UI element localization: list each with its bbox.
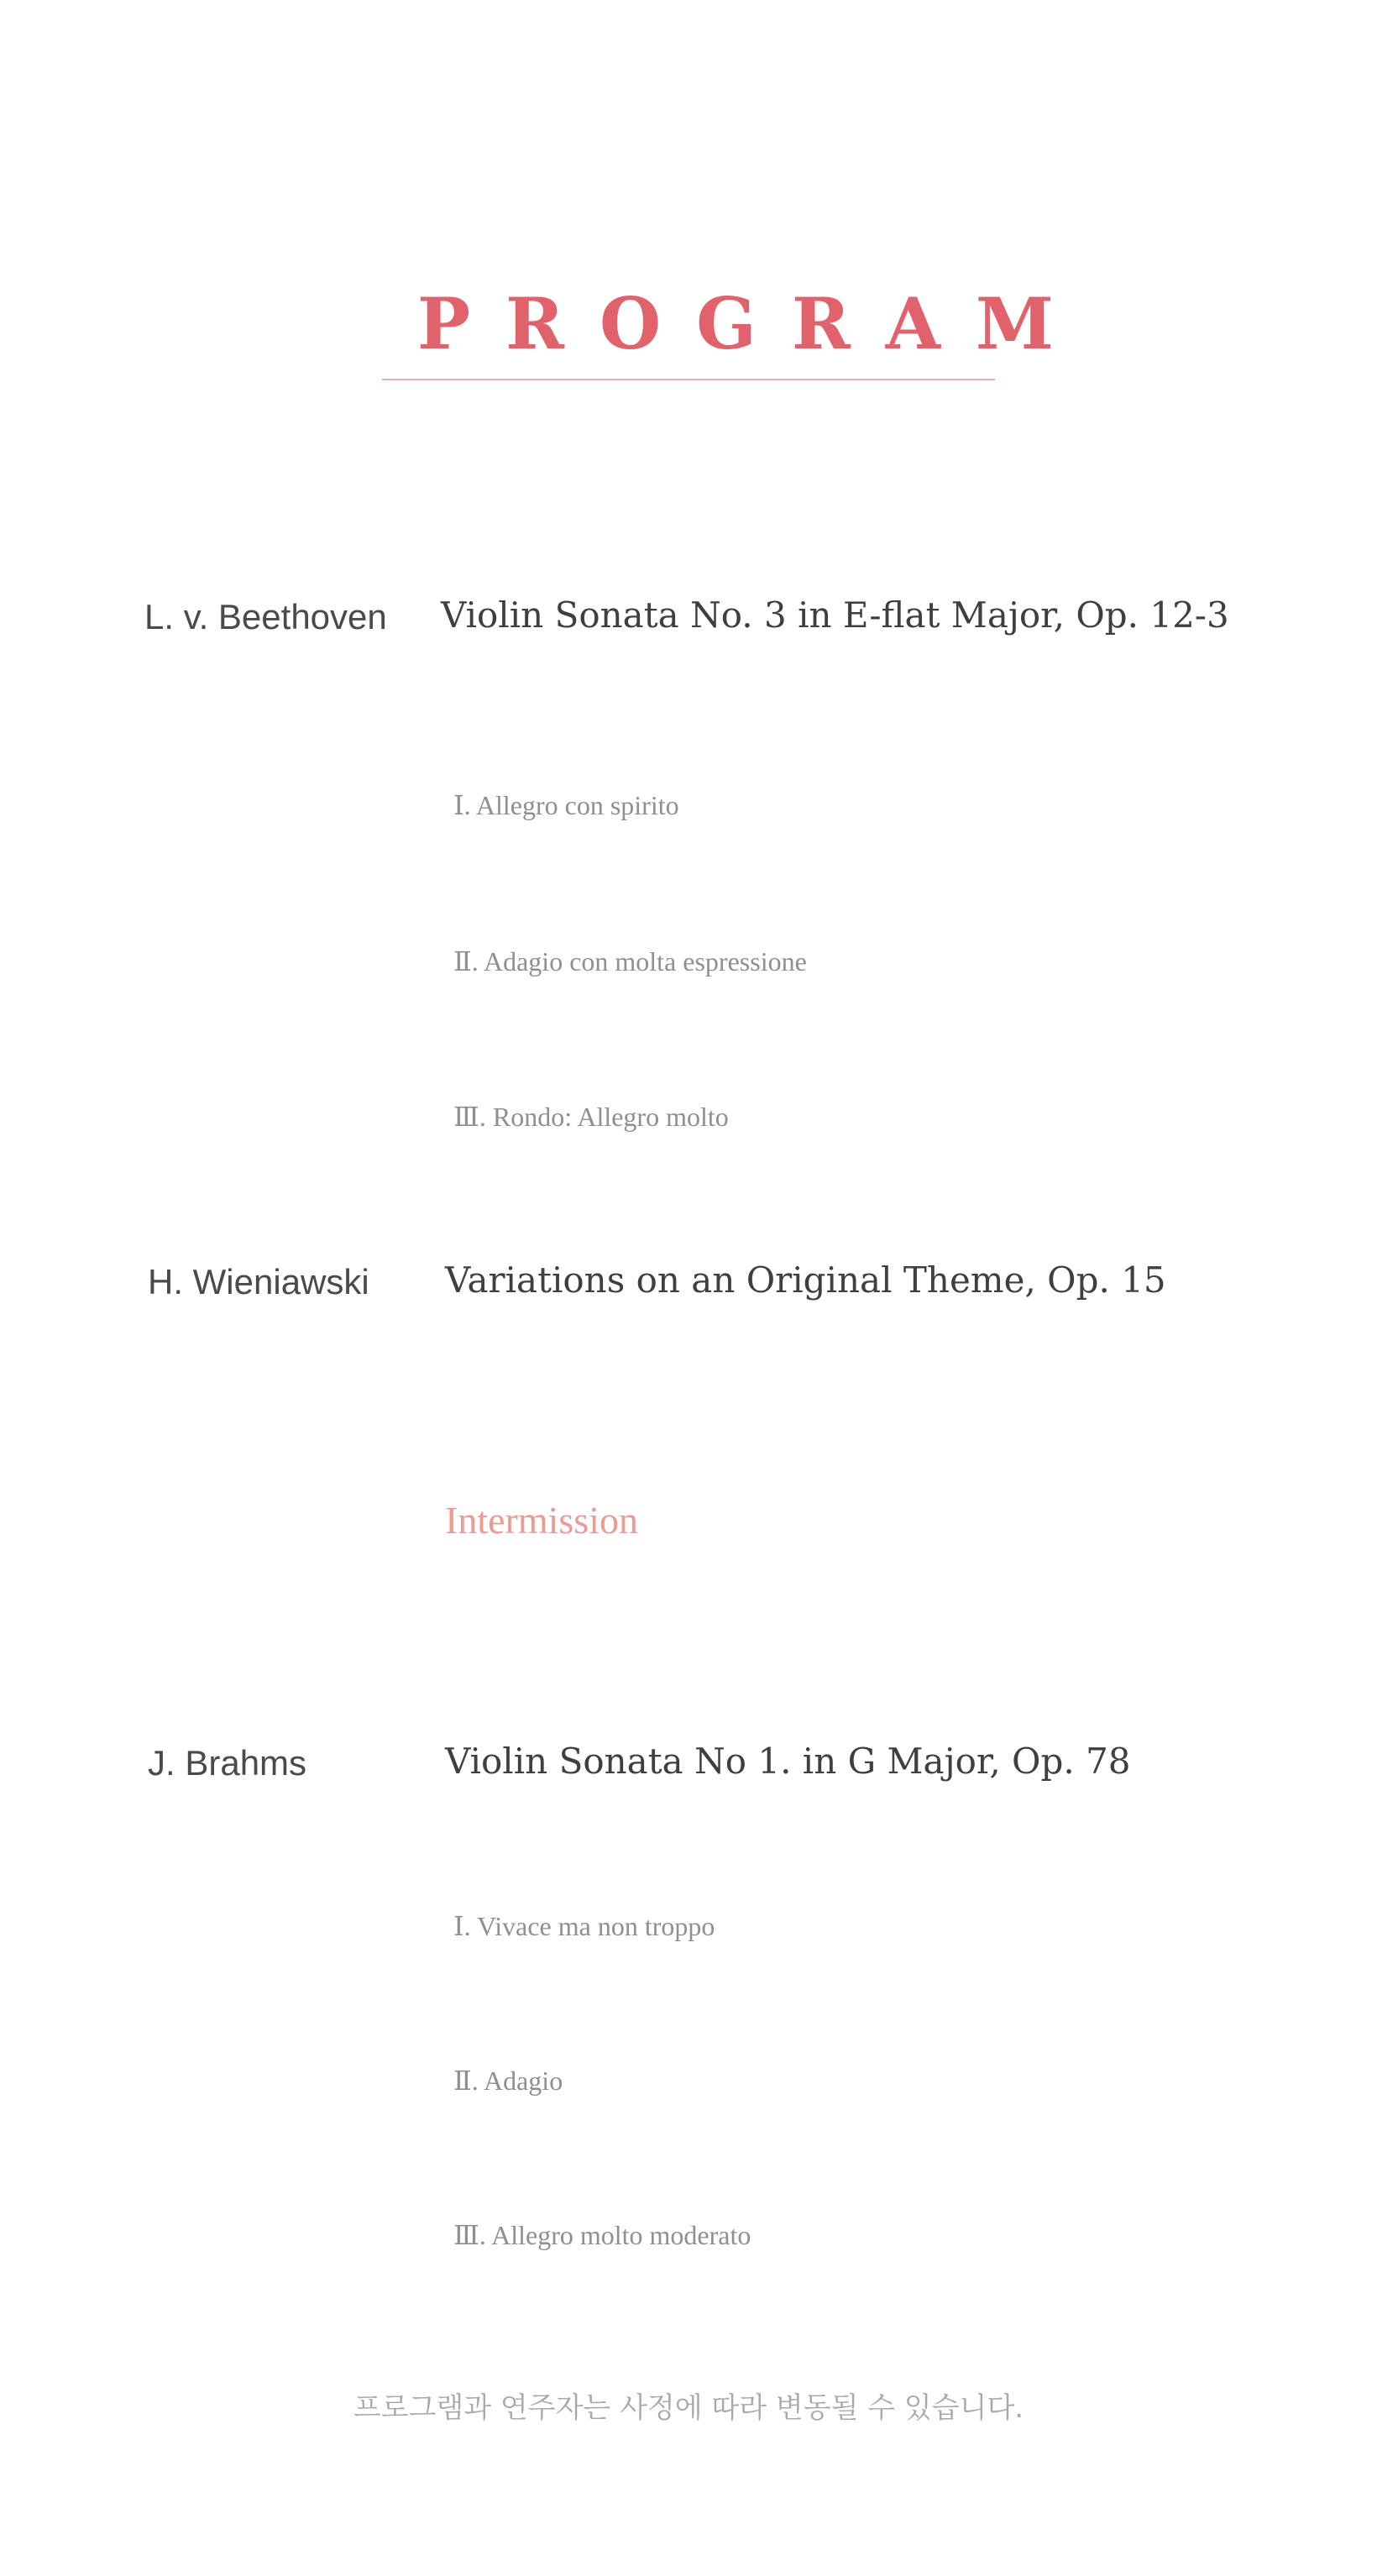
movement-beethoven-3: Ⅲ. Rondo: Allegro molto bbox=[453, 1102, 729, 1132]
movement-beethoven-1: Ⅰ. Allegro con spirito bbox=[453, 790, 679, 820]
program-title: PROGRAM bbox=[417, 282, 1089, 365]
title-underline bbox=[382, 379, 995, 380]
movement-brahms-1: Ⅰ. Vivace ma non troppo bbox=[453, 1911, 715, 1941]
work-wieniawski: Variations on an Original Theme, Op. 15 bbox=[445, 1259, 1166, 1301]
intermission-label: Intermission bbox=[445, 1499, 638, 1542]
composer-wieniawski: H. Wieniawski bbox=[148, 1262, 369, 1301]
work-brahms: Violin Sonata No 1. in G Major, Op. 78 bbox=[445, 1741, 1131, 1782]
movement-brahms-3: Ⅲ. Allegro molto moderato bbox=[453, 2220, 751, 2250]
composer-brahms: J. Brahms bbox=[148, 1743, 307, 1783]
movement-beethoven-2: Ⅱ. Adagio con molta espressione bbox=[453, 946, 807, 976]
movement-brahms-2: Ⅱ. Adagio bbox=[453, 2066, 563, 2096]
change-notice: 프로그램과 연주자는 사정에 따라 변동될 수 있습니다. bbox=[353, 2391, 1024, 2425]
composer-beethoven: L. v. Beethoven bbox=[144, 597, 387, 636]
work-beethoven: Violin Sonata No. 3 in E-flat Major, Op. 12-3 bbox=[441, 594, 1229, 636]
